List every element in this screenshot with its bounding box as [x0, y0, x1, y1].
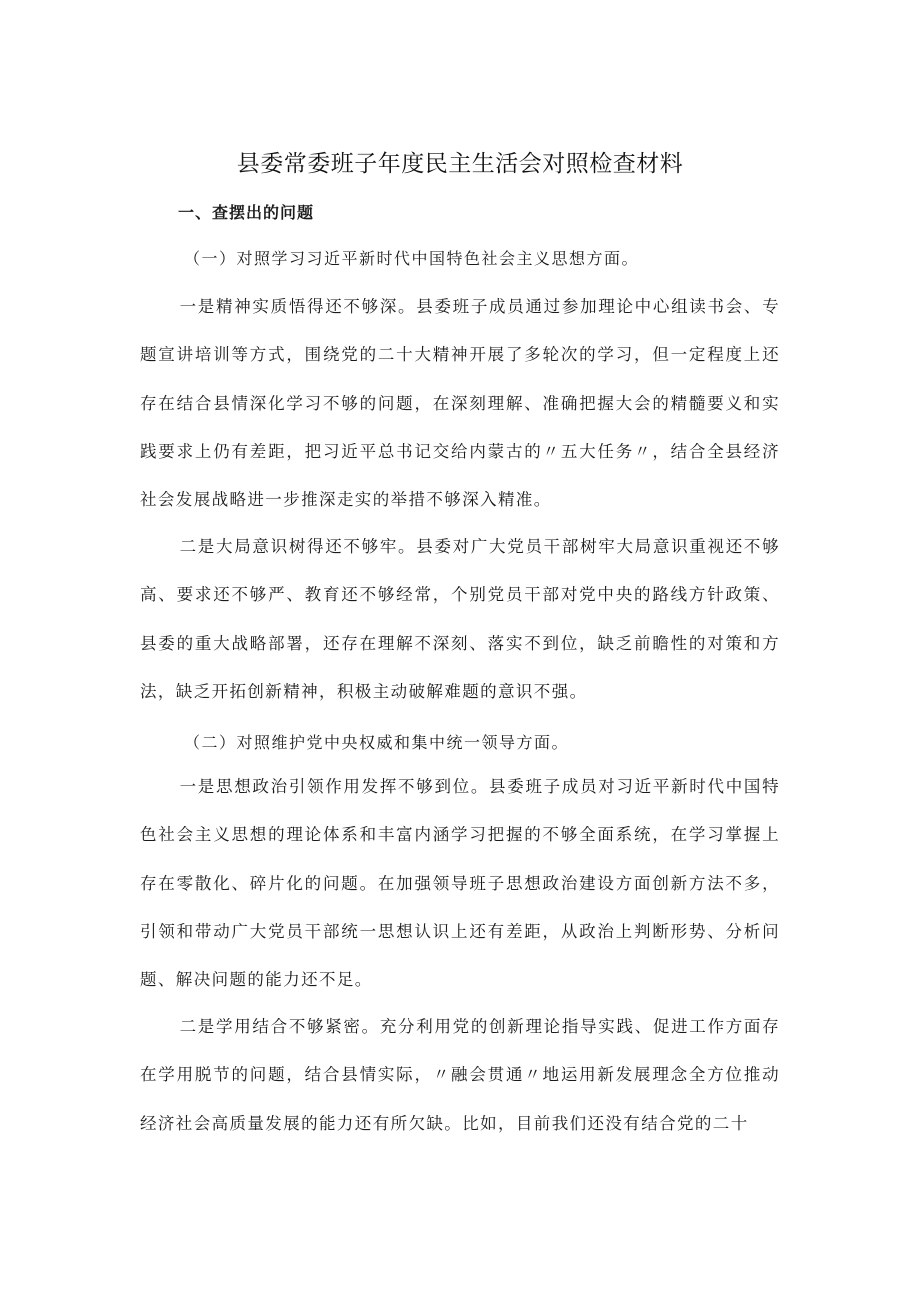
- paragraph-1: 一是精神实质悟得还不够深。县委班子成员通过参加理论中心组读书会、专题宣讲培训等方式，围绕党的二十大精神开展了多轮次的学习，但一定程度上还存在结合县情深化学习不够的问题，在深刻理解、准确把握大会的精髓要义和实践要求上仍有差距，把习近平总书记交给内蒙古的〃五大任务〃，结合全县经济社会发展战略进一步推深走实的举措不够深入精准。: [140, 297, 780, 510]
- paragraph-3: 一是思想政治引领作用发挥不够到位。县委班子成员对习近平新时代中国特色社会主义思想的理论体系和丰富内涵学习把握的不够全面系统，在学习掌握上存在零散化、碎片化的问题。在加强领导班子思想政治建设方面创新方法不多，引领和带动广大党员干部统一思想认识上还有差距，从政治上判断形势、分析问题、解决问题的能力还不足。: [140, 777, 780, 990]
- paragraph-2: 二是大局意识树得还不够牢。县委对广大党员干部树牢大局意识重视还不够高、要求还不够严、教育还不够经常，个别党员干部对党中央的路线方针政策、县委的重大战略部署，还存在理解不深刻、落实不到位，缺乏前瞻性的对策和方法，缺乏开拓创新精神，积极主动破解难题的意识不强。: [140, 537, 780, 701]
- subsection-heading-2: （二）对照维护党中央权威和集中统一领导方面。: [184, 733, 570, 752]
- paragraph-4: 二是学用结合不够紧密。充分利用党的创新理论指导实践、促进工作方面存在学用脱节的问题，结合县情实际，〃融会贯通〃地运用新发展理念全方位推动经济社会高质量发展的能力还有所欠缺。比如，目前我们还没有结合党的二十: [140, 1017, 780, 1133]
- subsection-heading-1: （一）对照学习习近平新时代中国特色社会主义思想方面。: [184, 249, 640, 268]
- section-heading: 一、查摆出的问题: [178, 203, 315, 222]
- document-title: 县委常委班子年度民主生活会对照检查材料: [236, 151, 684, 177]
